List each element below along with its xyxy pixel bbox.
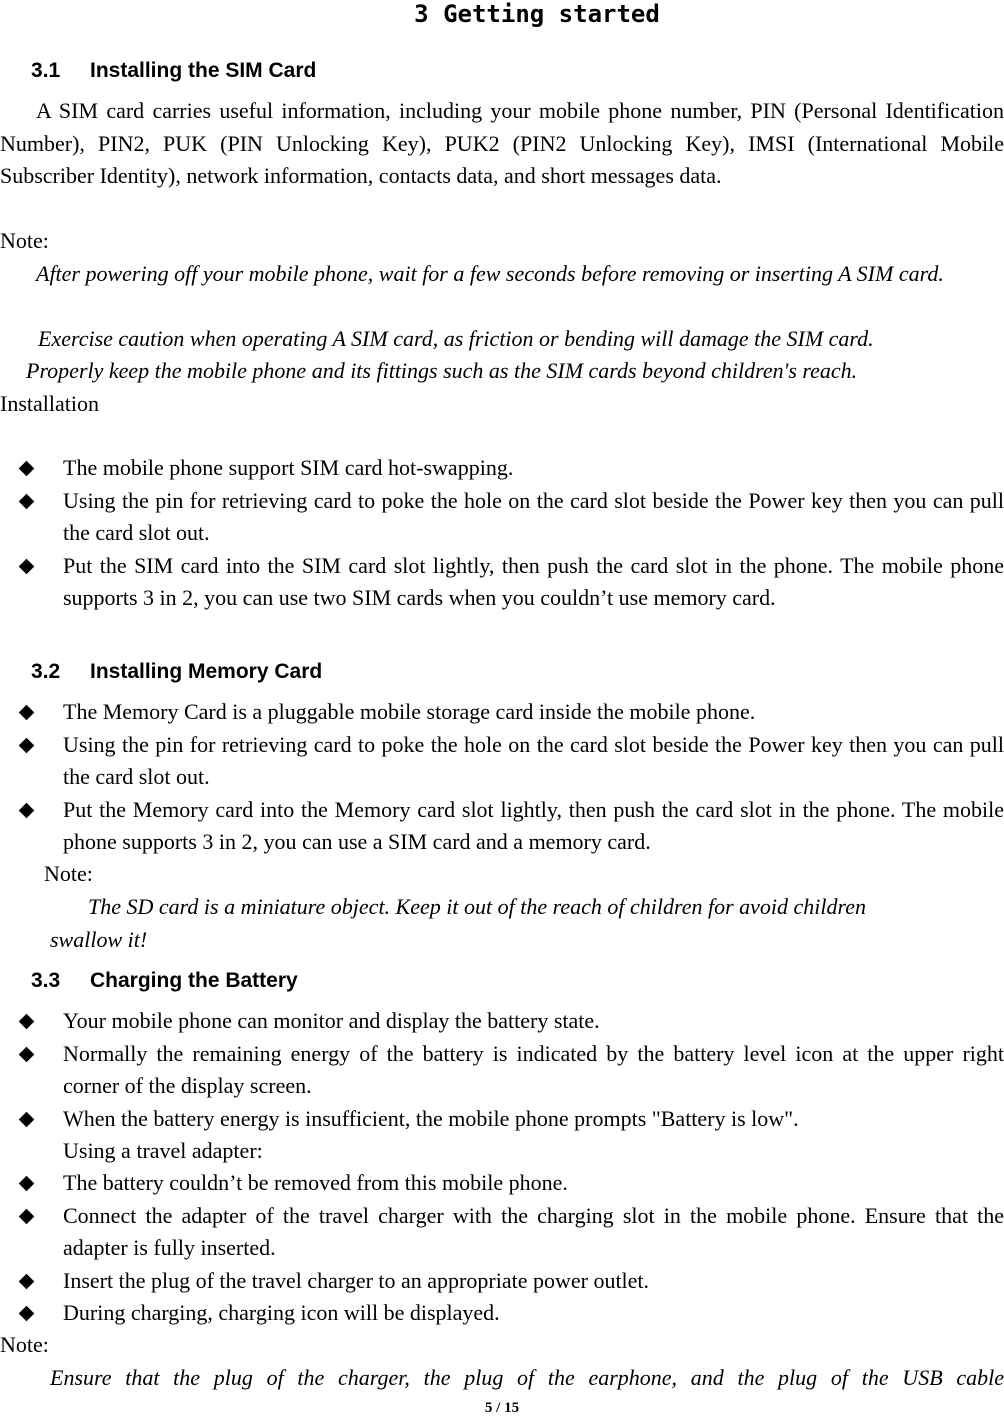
diamond-bullet-icon	[19, 461, 35, 477]
list-item: The battery couldn’t be removed from this mobile phone.	[0, 1167, 1004, 1200]
section-heading-3-1	[31, 58, 316, 84]
diamond-bullet-icon	[19, 1176, 35, 1192]
section-title: Installing the SIM Card	[90, 59, 317, 82]
section-heading-3-3	[31, 968, 298, 994]
diamond-bullet-icon	[19, 705, 35, 721]
list-item: The mobile phone support SIM card hot-swapping.	[0, 452, 1004, 485]
section-number: 3.1	[31, 59, 61, 82]
sim-note-1: After powering off your mobile phone, wait for a few seconds before removing or inserting A SIM card.	[36, 261, 944, 286]
page-number: 5 / 15	[484, 1400, 520, 1416]
diamond-bullet-icon	[19, 493, 35, 509]
sim-installation-list	[0, 452, 1004, 615]
list-item: Put the Memory card into the Memory card slot lightly, then push the card slot in the phone. The mobile phone supports 3 in 2, you can use a SIM card and a memory card.	[0, 794, 1004, 859]
list-item: When the battery energy is insufficient, the mobile phone prompts "Battery is low".	[0, 1103, 1004, 1136]
diamond-bullet-icon	[19, 1306, 35, 1322]
list-item: Insert the plug of the travel charger to an appropriate power outlet.	[0, 1265, 1004, 1298]
battery-list-b	[0, 1167, 1004, 1330]
diamond-bullet-icon	[19, 1273, 35, 1289]
sim-note-2: Exercise caution when operating A SIM card, as friction or bending will damage the SIM card.	[38, 326, 874, 351]
travel-adapter-label: Using a travel adapter:	[63, 1138, 263, 1163]
section-heading-3-2	[31, 659, 322, 685]
installation-label: Installation	[0, 391, 99, 416]
diamond-bullet-icon	[19, 1046, 35, 1062]
chapter-title: 3 Getting started	[414, 0, 660, 28]
diamond-bullet-icon	[19, 737, 35, 753]
battery-list-a	[0, 1005, 1004, 1135]
battery-note-text: Ensure that the plug of the charger, the plug of the earphone, and the plug of the USB cable	[50, 1365, 1004, 1390]
list-item: Using the pin for retrieving card to poke the hole on the card slot beside the Power key then you can pull the card slot out.	[0, 485, 1004, 550]
section-title: Installing Memory Card	[90, 660, 323, 683]
section-number: 3.2	[31, 660, 61, 683]
diamond-bullet-icon	[19, 1014, 35, 1030]
memory-note-line-1: The SD card is a miniature object. Keep it out of the reach of children for avoid children	[88, 894, 867, 919]
list-item: During charging, charging icon will be displayed.	[0, 1297, 1004, 1330]
diamond-bullet-icon	[19, 1111, 35, 1127]
list-item: Put the SIM card into the SIM card slot lightly, then push the card slot in the phone. The mobile phone supports 3 in 2, you can use two SIM cards when you couldn’t use memory card.	[0, 550, 1004, 615]
list-item: Normally the remaining energy of the battery is indicated by the battery level icon at the upper right corner of the display screen.	[0, 1038, 1004, 1103]
list-item: The Memory Card is a pluggable mobile storage card inside the mobile phone.	[0, 696, 1004, 729]
list-item: Using the pin for retrieving card to poke the hole on the card slot beside the Power key then you can pull the card slot out.	[0, 729, 1004, 794]
memory-card-list	[0, 696, 1004, 859]
sim-note-label: Note:	[0, 228, 49, 253]
section-title: Charging the Battery	[90, 969, 298, 992]
sim-intro-paragraph: A SIM card carries useful information, including your mobile phone number, PIN (Personal Identification Number), PIN2, PUK (PIN Unlocking Key), PUK2 (PIN2 Unlocking Key), IMSI (International Mobile Subscriber Identity), network information, contacts data, and short messages data.	[0, 98, 1004, 188]
diamond-bullet-icon	[19, 1208, 35, 1224]
list-item: Your mobile phone can monitor and display the battery state.	[0, 1005, 1004, 1038]
memory-note-label: Note:	[44, 861, 93, 886]
diamond-bullet-icon	[19, 802, 35, 818]
sim-note-3: Properly keep the mobile phone and its fittings such as the SIM cards beyond children's reach.	[26, 358, 858, 383]
section-number: 3.3	[31, 969, 61, 992]
list-item: Connect the adapter of the travel charger with the charging slot in the mobile phone. Ensure that the adapter is fully inserted.	[0, 1200, 1004, 1265]
diamond-bullet-icon	[19, 558, 35, 574]
memory-note-line-2: swallow it!	[50, 927, 148, 952]
battery-note-label: Note:	[0, 1332, 49, 1357]
